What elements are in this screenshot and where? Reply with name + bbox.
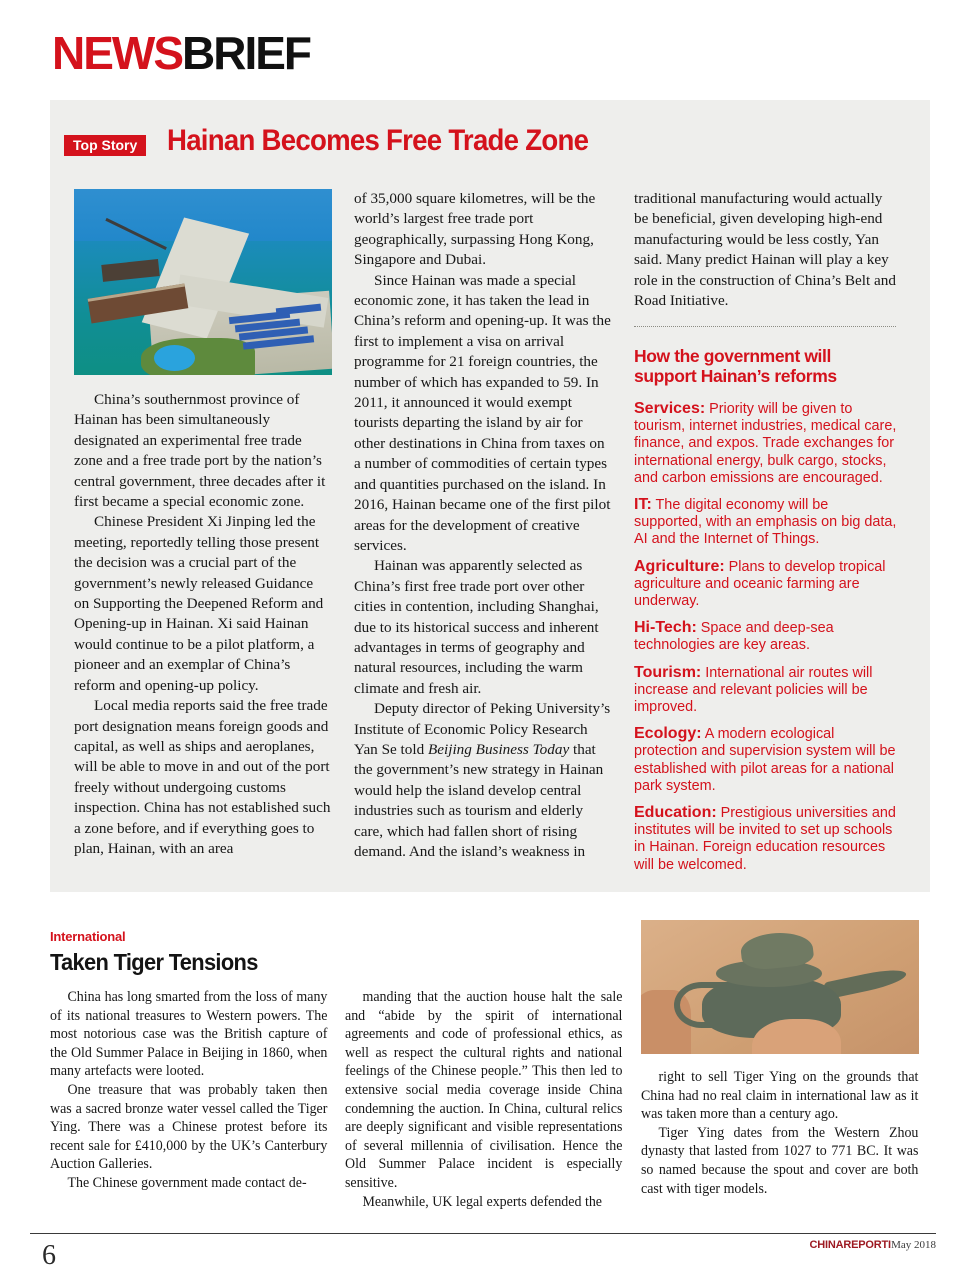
citation-pre: Deputy director of Peking University’s Institute of Economic Policy Research Yan Se told	[354, 700, 611, 758]
top-story-badge: Top Story	[64, 135, 146, 156]
masthead-brief: BRIEF	[182, 27, 310, 79]
photo-warehouse-roofs	[229, 304, 327, 356]
top-story-headline: Hainan Becomes Free Trade Zone	[167, 124, 589, 157]
list-item-label: Hi-Tech:	[634, 619, 697, 637]
list-item	[634, 725, 898, 795]
list-item-label: Agriculture:	[634, 557, 725, 575]
footer-issue-date: May 2018	[891, 1239, 936, 1251]
sidebar-title: How the government will support Hainan’s reforms	[634, 346, 837, 386]
second-story-column-2	[345, 988, 622, 1211]
list-item-text: International air routes will increase and relevant policies will be improved.	[634, 664, 873, 716]
list-item-label: IT:	[634, 496, 652, 514]
paragraph: traditional manufacturing would actually be beneficial, given developing high-end manufacturing would be less costly, Yan said. Many predict Hainan will play a key role in the construction of China’s Belt and Road Initiative.	[634, 190, 896, 310]
list-item-text: A modern ecological protection and supervision system will be established with pilot areas for a national park system.	[634, 726, 896, 794]
list-item	[634, 400, 898, 487]
list-item	[634, 496, 898, 549]
list-item	[634, 558, 898, 611]
second-story-headline: Taken Tiger Tensions	[50, 949, 258, 975]
sidebar-reform-list	[634, 400, 898, 883]
paragraph: China’s southernmost province of Hainan has been simultaneously designated an experimental free trade zone and a free trade port by the nation’s central government, three decades after it first became a special economic zone.	[74, 391, 326, 511]
paragraph: of 35,000 square kilometres, will be the world’s largest free trade port geographically, surpassing Hong Kong, Singapore and Dubai.	[354, 190, 596, 269]
sidebar-divider	[634, 326, 896, 327]
hainan-port-photo	[74, 189, 332, 375]
list-item-label: Ecology:	[634, 725, 702, 743]
list-item-text: The digital economy will be supported, with an emphasis on big data, AI and the Internet of Things.	[634, 497, 897, 548]
paragraph: Chinese President Xi Jinping led the meeting, reportedly telling those present the decision was a crucial part of the government’s newly released Guidance on Supporting the Deepened Reform and Opening-up in Hainan. Xi said Hainan would continue to be a pilot platform, a pioneer and an exemplar of China’s reform and opening-up policy.	[74, 513, 324, 694]
footer-separator: I	[888, 1239, 892, 1251]
tiger-ying-photo	[641, 920, 919, 1054]
paragraph: Hainan was apparently selected as China’s first free trade port over other cities in contention, including Shanghai, due to its historical success and inherent advantages in terms of geography and natural resources, including the warm climate and fresh air.	[354, 557, 599, 697]
list-item-label: Education:	[634, 804, 717, 822]
citation-post: that the government’s new strategy in Hainan would help the island develop central industries such as tourism and elderly care, which had fallen short of rising demand. And the island’s weakness in	[354, 740, 604, 860]
masthead	[52, 27, 310, 79]
top-story-column-3	[634, 189, 896, 311]
list-item-label: Tourism:	[634, 663, 702, 681]
publication-name: Beijing Business Today	[428, 740, 570, 758]
second-story-column-3	[641, 1068, 918, 1198]
footer-brand: CHINAREPORT	[809, 1239, 889, 1251]
paragraph: Since Hainan was made a special economic zone, it has taken the lead in China’s reform and opening-up. It was the first to implement a visa on arrival programme for 21 foreign countries, the number of which has expanded to 59. In 2011, it announced it would exempt tourists departing the island by air for other destinations in China from taxes on a number of commodities of certain types and quantities purchased on the island. In 2016, Hainan became one of the first pilot areas for the development of creative services.	[354, 271, 611, 554]
paragraph-with-citation	[354, 699, 612, 862]
second-story-kicker: International	[50, 929, 126, 944]
page-number: 6	[42, 1240, 56, 1271]
paragraph: Local media reports said the free trade port designation means foreign goods and capital, as well as ships and aeroplanes, will be able to move in and out of the port freely without undergoing customs inspection. China has not established such a zone before, and if everything goes to plan, Hainan, with an area	[74, 697, 331, 857]
list-item	[634, 664, 898, 717]
paragraph: right to sell Tiger Ying on the grounds that China had no real claim in international law as it was taken more than a century ago.	[641, 1069, 919, 1123]
second-story-column-1	[50, 988, 327, 1193]
list-item-text: Prestigious universities and institutes will be invited to set up schools in Hainan. Foreign education resources will be welcomed.	[634, 805, 896, 873]
list-item-text: Plans to develop tropical agriculture and oceanic farming are underway.	[634, 558, 886, 610]
paragraph: One treasure that was probably taken then was a sacred bronze water vessel called the Tiger Ying. There was a Chinese protest before its recent sale for £410,000 by the UK’s Canterbury Auction Galleries.	[50, 1081, 328, 1173]
footer-colophon	[810, 1240, 936, 1251]
top-story-column-1	[74, 390, 332, 859]
top-story-column-2	[354, 189, 612, 862]
paragraph: Tiger Ying dates from the Western Zhou dynasty that lasted from 1027 to 771 BC. It was so named because the spout and cover are both cast with tiger models.	[641, 1124, 919, 1197]
paragraph: manding that the auction house halt the sale and “abide by the spirit of international agreements and code of professional ethics, as well as respect the cultural rights and national feelings of the Chinese people.” This then led to extensive social media coverage inside China condemning the auction. In China, cultural relics are deeply significant and visible representations of several millennia of civilisation. Hence the Old Summer Palace incident is especially sensitive.	[345, 989, 623, 1191]
footer-divider	[30, 1233, 936, 1234]
list-item	[634, 804, 898, 874]
list-item-text: Priority will be given to tourism, internet industries, medical care, finance, and expos. Trade exchanges for international energy, bulk cargo, stocks, and carbon emissions are encouraged.	[634, 401, 897, 486]
list-item	[634, 619, 898, 654]
paragraph: Meanwhile, UK legal experts defended the	[362, 1193, 603, 1210]
paragraph: China has long smarted from the loss of many of its national treasures to Western powers. The most notorious case was the British capture of the Old Summer Palace in Beijing in 1860, when many artefacts were looted.	[50, 989, 328, 1080]
list-item-text: Space and deep-sea technologies are key areas.	[634, 620, 834, 654]
paragraph: The Chinese government made contact de-	[67, 1174, 307, 1191]
list-item-label: Services:	[634, 400, 706, 417]
masthead-news: NEWS	[52, 27, 182, 79]
